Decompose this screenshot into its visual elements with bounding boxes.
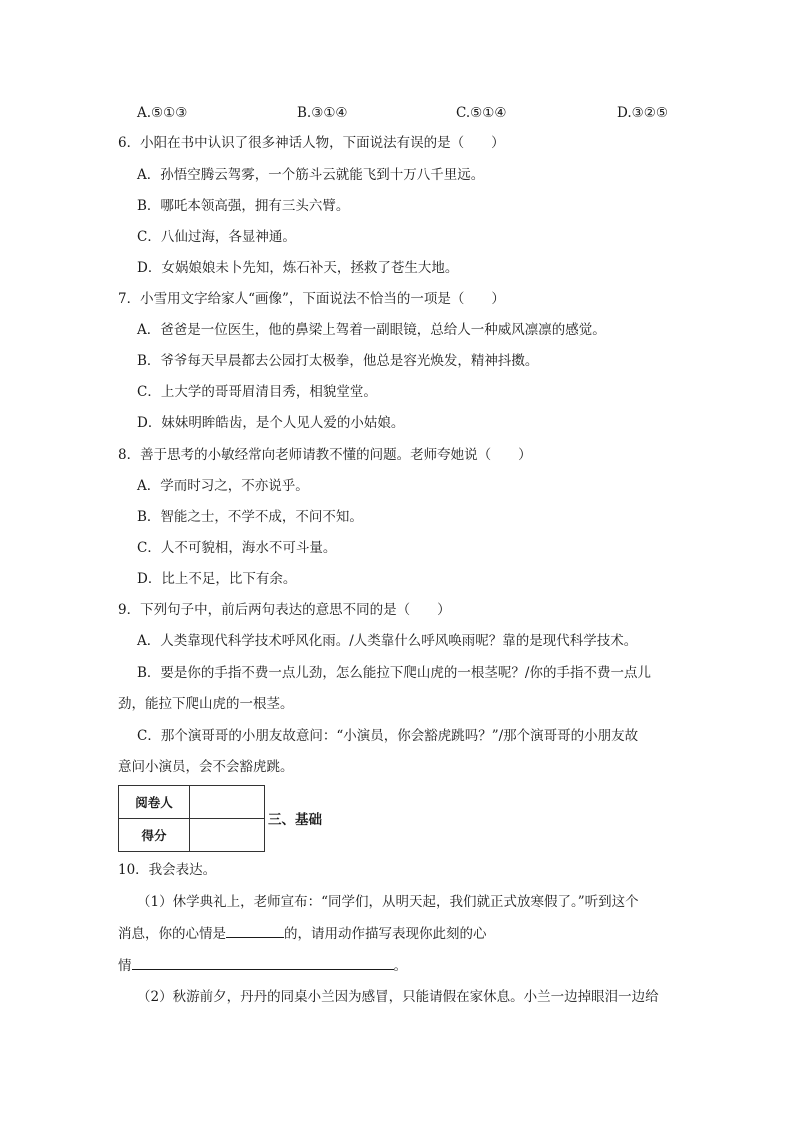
q9-choice-c-line2: 意问小演员，会不会豁虎跳。 [118, 759, 294, 775]
score-cell[interactable] [190, 819, 265, 852]
q5-option-c[interactable]: C.⑤①④ [456, 105, 507, 121]
q6-stem: 6．小阳在书中认识了很多神话人物，下面说法有误的是（ ） [118, 135, 505, 151]
q10-part1-line1: （1）休学典礼上，老师宣布：“同学们，从明天起，我们就正式放寒假了。”听到这个 [137, 894, 639, 910]
q10-stem: 10．我会表达。 [118, 862, 217, 878]
q6-choice-d[interactable]: D．女娲娘娘未卜先知，炼石补天，拯救了苍生大地。 [137, 260, 459, 276]
q8-choice-a[interactable]: A．学而时习之，不亦说乎。 [137, 478, 309, 494]
score-box [118, 785, 265, 852]
q7-choice-c[interactable]: C．上大学的哥哥眉清目秀，相貌堂堂。 [137, 384, 377, 400]
action-description-blank[interactable] [132, 955, 394, 970]
q9-choice-a[interactable]: A．人类靠现代科学技术呼风化雨。/人类靠什么呼风唤雨呢？靠的是现代科学技术。 [137, 633, 638, 649]
reviewer-cell[interactable] [190, 786, 265, 819]
q6-choice-a[interactable]: A．孙悟空腾云驾雾，一个筋斗云就能飞到十万八千里远。 [137, 167, 485, 183]
q10-part1-line3 [118, 955, 407, 976]
q5-options [137, 103, 677, 123]
q8-choice-b[interactable]: B．智能之士，不学不成，不问不知。 [137, 509, 363, 525]
reviewer-label: 阅卷人 [119, 786, 190, 819]
q7-choice-a[interactable]: A．爸爸是一位医生，他的鼻梁上驾着一副眼镜，总给人一种威风凛凛的感觉。 [137, 322, 606, 338]
q7-choice-b[interactable]: B．爷爷每天早晨都去公园打太极拳，他总是容光焕发，精神抖擞。 [137, 353, 539, 369]
q9-choice-c-line1[interactable]: C．那个演哥哥的小朋友故意问：“小演员，你会豁虎跳吗？”/那个演哥哥的小朋友故 [137, 728, 639, 744]
q8-stem: 8．善于思考的小敏经常向老师请教不懂的问题。老师夸她说（ ） [118, 447, 532, 463]
q7-stem: 7．小雪用文字给家人“画像”，下面说法不恰当的一项是（ ） [118, 291, 505, 307]
q10-part1-text-c: 情 [118, 958, 132, 974]
q5-option-a[interactable]: A.⑤①③ [137, 105, 188, 121]
q9-choice-b-line1[interactable]: B．要是你的手指不费一点儿劲，怎么能拉下爬山虎的一根茎呢？/你的手指不费一点儿 [137, 665, 651, 681]
q8-choice-d[interactable]: D．比上不足，比下有余。 [137, 571, 297, 587]
q10-part2-line1: （2）秋游前夕，丹丹的同桌小兰因为感冒，只能请假在家休息。小兰一边掉眼泪一边给 [137, 989, 659, 1005]
q6-choice-b[interactable]: B．哪吒本领高强，拥有三头六臂。 [137, 198, 350, 214]
q5-option-b[interactable]: B.③①④ [297, 105, 348, 121]
mood-blank[interactable] [226, 923, 284, 938]
q5-option-d[interactable]: D.③②⑤ [617, 105, 668, 121]
q6-choice-c[interactable]: C．八仙过海，各显神通。 [137, 229, 296, 245]
q10-part1-text-b: 的，请用动作描写表现你此刻的心 [284, 926, 487, 942]
q10-part1-text-d: 。 [393, 958, 407, 974]
q9-choice-b-line2: 劲，能拉下爬山虎的一根茎。 [118, 696, 294, 712]
q9-stem: 9．下列句子中，前后两句表达的意思不同的是（ ） [118, 602, 451, 618]
q10-part1-line2 [118, 923, 487, 944]
section-3-title: 三、基础 [268, 812, 322, 828]
q8-choice-c[interactable]: C．人不可貌相，海水不可斗量。 [137, 540, 337, 556]
q10-part1-text-a: 消息，你的心情是 [118, 926, 226, 942]
score-label: 得分 [119, 819, 190, 852]
q7-choice-d[interactable]: D．妹妹明眸皓齿，是个人见人爱的小姑娘。 [137, 415, 405, 431]
